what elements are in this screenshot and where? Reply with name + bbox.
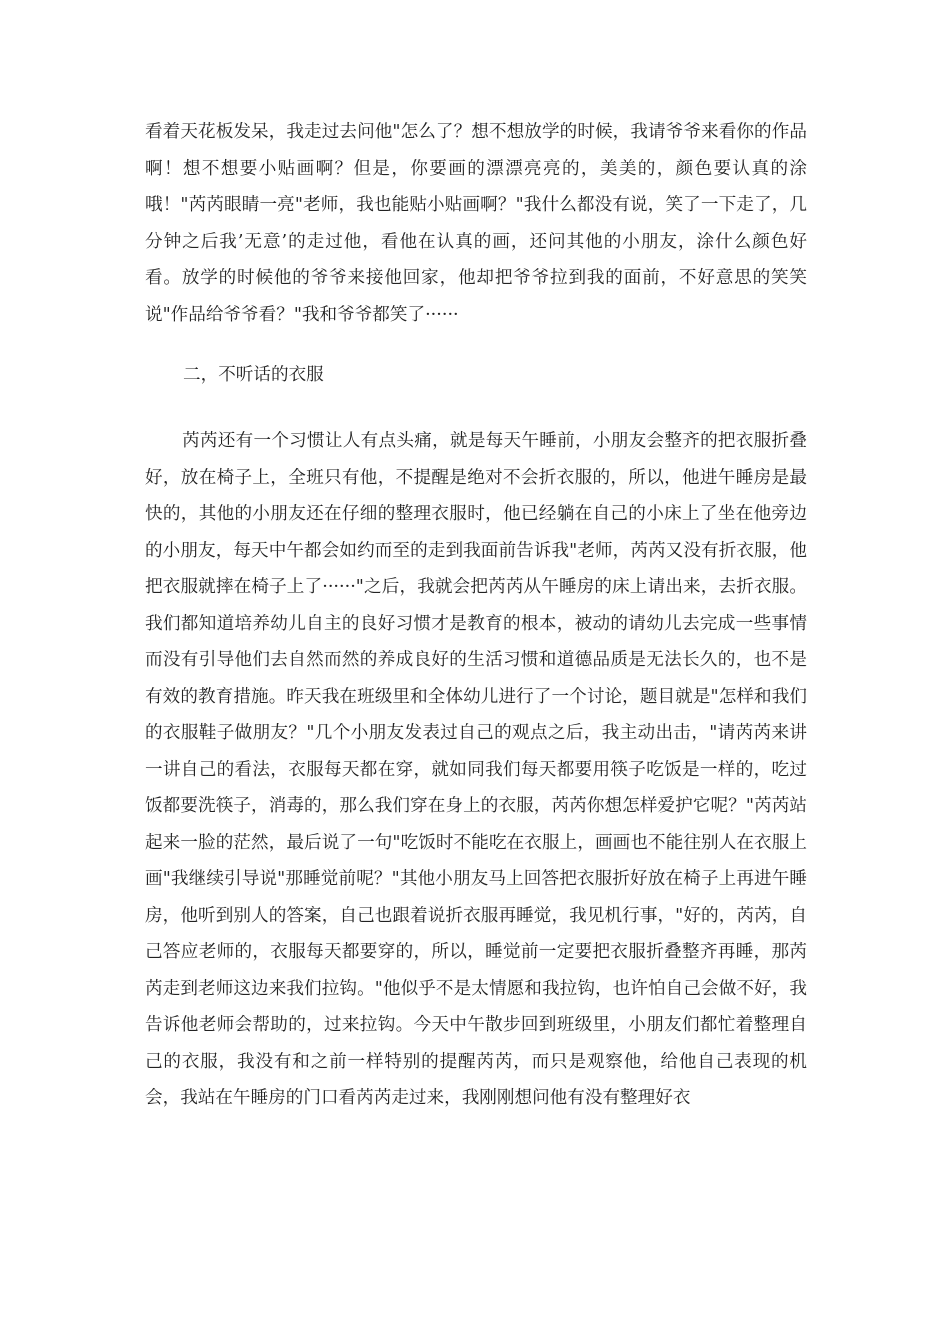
body-paragraph-2: 芮芮还有一个习惯让人有点头痛，就是每天午睡前，小朋友会整齐的把衣服折叠好，放在椅子上，全班只有他，不提醒是绝对不会折衣服的，所以，他进午睡房是最快的，其他的小朋友还在仔细的整理衣服时，他已经躺在自己的小床上了坐在他旁边的小朋友，每天中午都会如约而至的走到我面前告诉我"老师，芮芮又没有折衣服，他把衣服就摔在椅子上了······"之后，我就会把芮芮从午睡房的床上请出来，去折衣服。我们都知道培养幼儿自主的良好习惯才是教育的根本，被动的请幼儿去完成一些事情而没有引导他们去自然而然的养成良好的生活习惯和道德品质是无法长久的，也不是有效的教育措施。昨天我在班级里和全体幼儿进行了一个讨论，题目就是"怎样和我们的衣服鞋子做朋友？"几个小朋友发表过自己的观点之后，我主动出击，"请芮芮来讲一讲自己的看法，衣服每天都在穿，就如同我们每天都要用筷子吃饭是一样的，吃过饭都要洗筷子，消毒的，那么我们穿在身上的衣服，芮芮你想怎样爱护它呢？"芮芮站起来一脸的茫然，最后说了一句"吃饭时不能吃在衣服上，画画也不能往别人在衣服上画"我继续引导说"那睡觉前呢？"其他小朋友马上回答把衣服折好放在椅子上再进午睡房，他听到别人的答案，自己也跟着说折衣服再睡觉，我见机行事，"好的，芮芮，自己答应老师的，衣服每天都要穿的，所以，睡觉前一定要把衣服折叠整齐再睡，那芮芮走到老师这边来我们拉钩。"他似乎不是太情愿和我拉钩，也许怕自己会做不好，我告诉他老师会帮助的，过来拉钩。今天中午散步回到班级里，小朋友们都忙着整理自己的衣服，我没有和之前一样特别的提醒芮芮，而只是观察他，给他自己表现的机会，我站在午睡房的门口看芮芮走过来，我刚刚想问他有没有整理好衣 [145, 431, 807, 1108]
section-heading: 二，不听话的衣服 [183, 365, 324, 385]
body-paragraph-1: 看着天花板发呆，我走过去问他"怎么了？想不想放学的时候，我请爷爷来看你的作品啊！想不想要小贴画啊？但是，你要画的漂漂亮亮的，美美的，颜色要认真的涂哦！"芮芮眼睛一亮"老师，我也能贴小贴画啊？"我什么都没有说，笑了一下走了，几分钟之后我’无意’的走过他，看他在认真的画，还问其他的小朋友，涂什么颜色好看。放学的时候他的爷爷来接他回家，他却把爷爷拉到我的面前，不好意思的笑笑说"作品给爷爷看？"我和爷爷都笑了······ [145, 122, 807, 325]
